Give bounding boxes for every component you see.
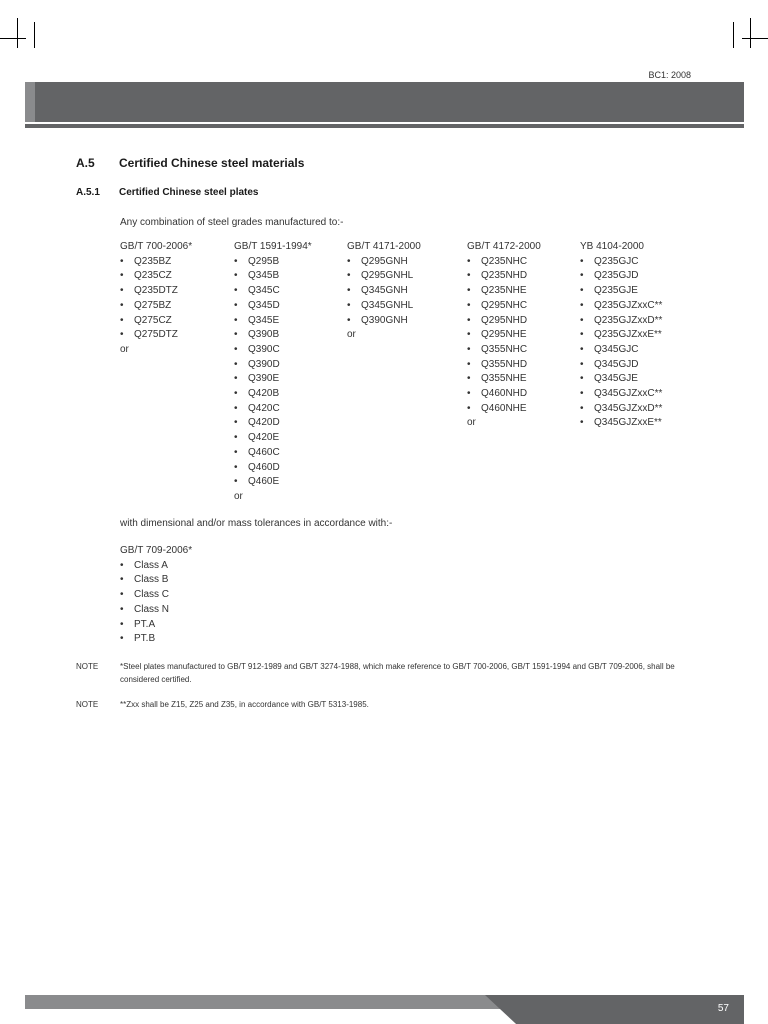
grade-item: [467, 387, 541, 402]
tolerance-label: PT.A: [134, 618, 156, 630]
grade-item: [467, 372, 541, 387]
grade-label: Q275DTZ: [134, 329, 178, 341]
grade-label: Q275CZ: [134, 314, 172, 326]
grade-label: Q460C: [248, 446, 280, 458]
grade-item: [234, 402, 312, 417]
grade-item: [467, 314, 541, 329]
bullet: •: [347, 285, 351, 297]
bullet: •: [347, 255, 351, 267]
grade-item: [234, 461, 312, 476]
bullet: •: [467, 299, 471, 311]
page-number: 57: [717, 1003, 729, 1014]
bullet: •: [467, 373, 471, 385]
bullet: •: [467, 402, 471, 414]
grade-column: [120, 240, 192, 358]
tolerance-item: [120, 573, 192, 588]
grade-list: [120, 255, 192, 343]
bullet: •: [120, 574, 124, 586]
grade-item: [234, 269, 312, 284]
grade-label: Q235NHC: [481, 255, 528, 267]
bullet: •: [234, 270, 238, 282]
grade-list: [347, 255, 421, 329]
grade-column: [347, 240, 421, 343]
grade-item: [347, 255, 421, 270]
standard-header: GB/T 4171-2000: [347, 241, 421, 252]
crop-mark: [742, 38, 768, 39]
grade-item: [580, 343, 662, 358]
tolerance-item: [120, 603, 192, 618]
grade-label: Q420E: [248, 432, 280, 444]
bullet: •: [580, 358, 584, 370]
bullet: •: [467, 329, 471, 341]
standard-header: YB 4104-2000: [580, 241, 644, 252]
grade-item: [467, 358, 541, 373]
grade-label: Q295B: [248, 255, 280, 267]
bullet: •: [120, 285, 124, 297]
grade-list: [467, 255, 541, 417]
crop-mark: [0, 38, 26, 39]
bullet: •: [234, 373, 238, 385]
grade-item: [580, 299, 662, 314]
bullet: •: [467, 314, 471, 326]
bullet: •: [120, 314, 124, 326]
standard-header: GB/T 700-2006*: [120, 241, 193, 252]
grade-item: [347, 314, 421, 329]
grade-label: Q460E: [248, 476, 280, 488]
grade-item: [580, 269, 662, 284]
bullet: •: [120, 270, 124, 282]
grade-item: [120, 299, 192, 314]
bullet: •: [347, 314, 351, 326]
grade-item: [580, 328, 662, 343]
bullet: •: [467, 388, 471, 400]
grade-label: Q235GJD: [594, 270, 639, 282]
grade-label: Q235BZ: [134, 255, 172, 267]
grade-label: Q345GJC: [594, 343, 639, 355]
note-text: *Steel plates manufactured to GB/T 912-1989 and GB/T 3274-1988, which make reference to GB/T 700-2006, GB/T 1591-1994 and GB/T 709-2006, shall be considered certified.: [120, 662, 675, 684]
bullet: •: [234, 402, 238, 414]
bullet: •: [234, 343, 238, 355]
grade-item: [234, 416, 312, 431]
grade-label: Q355NHC: [481, 343, 528, 355]
grade-column: [234, 240, 312, 505]
crop-mark: [17, 18, 18, 48]
bullet: •: [467, 270, 471, 282]
grade-item: [234, 328, 312, 343]
grade-label: Q460NHD: [481, 388, 528, 400]
bullet: •: [347, 270, 351, 282]
grade-item: [120, 314, 192, 329]
tolerance-intro: with dimensional and/or mass tolerances in accordance with:-: [120, 518, 393, 529]
grade-item: [234, 299, 312, 314]
crop-mark: [733, 22, 734, 48]
or-connector: or: [234, 490, 243, 502]
bullet: •: [120, 603, 124, 615]
grade-label: Q235GJC: [594, 255, 639, 267]
bullet: •: [467, 358, 471, 370]
grade-item: [234, 314, 312, 329]
grade-label: Q275BZ: [134, 299, 172, 311]
tolerance-label: PT.B: [134, 633, 156, 645]
grade-item: [120, 255, 192, 270]
grade-list: [580, 255, 662, 431]
bullet: •: [234, 417, 238, 429]
grade-item: [234, 343, 312, 358]
bullet: •: [580, 314, 584, 326]
grade-item: [467, 328, 541, 343]
grade-column: [467, 240, 541, 431]
grade-item: [580, 358, 662, 373]
grade-item: [580, 387, 662, 402]
grade-item: [467, 402, 541, 417]
grade-item: [120, 328, 192, 343]
bullet: •: [580, 285, 584, 297]
tolerance-label: Class A: [134, 559, 168, 571]
bullet: •: [234, 432, 238, 444]
grade-label: Q390B: [248, 329, 280, 341]
bullet: •: [580, 299, 584, 311]
grade-item: [234, 431, 312, 446]
header-band-accent: [25, 82, 35, 122]
grade-label: Q420D: [248, 417, 280, 429]
bullet: •: [580, 388, 584, 400]
grade-item: [234, 446, 312, 461]
standard-header: GB/T 1591-1994*: [234, 241, 312, 252]
bullet: •: [234, 358, 238, 370]
bullet: •: [580, 255, 584, 267]
grade-label: Q345E: [248, 314, 280, 326]
document-reference: BC1: 2008: [648, 70, 691, 80]
note-2: [76, 699, 696, 713]
grade-item: [467, 269, 541, 284]
grade-item: [120, 284, 192, 299]
grade-item: [234, 475, 312, 490]
grade-label: Q390D: [248, 358, 280, 370]
tolerance-label: Class C: [134, 589, 170, 601]
grade-item: [467, 255, 541, 270]
or-connector: or: [347, 329, 356, 341]
note-label: NOTE: [76, 700, 99, 709]
bullet: •: [467, 343, 471, 355]
grade-label: Q235NHE: [481, 285, 527, 297]
grade-label: Q235CZ: [134, 270, 172, 282]
grade-label: Q295GNHL: [361, 270, 414, 282]
grade-label: Q345GJZxxE**: [594, 417, 662, 429]
grade-item: [347, 269, 421, 284]
grade-label: Q345C: [248, 285, 280, 297]
grade-label: Q345D: [248, 299, 280, 311]
grade-item: [234, 284, 312, 299]
grade-label: Q390GNH: [361, 314, 408, 326]
section-number: A.5: [76, 156, 95, 170]
footer-band: [25, 995, 744, 1024]
bullet: •: [234, 461, 238, 473]
bullet: •: [234, 388, 238, 400]
grade-item: [234, 372, 312, 387]
grade-item: [580, 402, 662, 417]
bullet: •: [120, 618, 124, 630]
note-label: NOTE: [76, 662, 99, 671]
grade-item: [347, 284, 421, 299]
grade-item: [580, 416, 662, 431]
bullet: •: [234, 329, 238, 341]
grade-label: Q345GNHL: [361, 299, 414, 311]
note-1: [76, 661, 696, 687]
grade-item: [580, 255, 662, 270]
note-text: **Zxx shall be Z15, Z25 and Z35, in accordance with GB/T 5313-1985.: [120, 700, 369, 709]
tolerance-item: [120, 618, 192, 633]
bullet: •: [580, 270, 584, 282]
grade-label: Q235GJZxxD**: [594, 314, 663, 326]
grade-label: Q460D: [248, 461, 280, 473]
grade-item: [120, 269, 192, 284]
tolerance-items: [120, 559, 192, 647]
grade-item: [234, 358, 312, 373]
subsection-number: A.5.1: [76, 187, 100, 198]
grade-label: Q345GJZxxC**: [594, 388, 663, 400]
grade-label: Q355NHD: [481, 358, 528, 370]
grade-label: Q390C: [248, 343, 280, 355]
grade-label: Q345GJD: [594, 358, 639, 370]
grade-label: Q235DTZ: [134, 285, 178, 297]
subsection-heading: [76, 187, 259, 198]
grade-item: [347, 299, 421, 314]
bullet: •: [120, 559, 124, 571]
header-band: [25, 82, 744, 122]
tolerance-label: Class N: [134, 603, 170, 615]
grade-item: [467, 284, 541, 299]
bullet: •: [234, 446, 238, 458]
intro-paragraph: Any combination of steel grades manufactured to:-: [120, 217, 344, 228]
grade-item: [580, 314, 662, 329]
grade-label: Q295NHC: [481, 299, 528, 311]
section-title: Certified Chinese steel materials: [119, 156, 305, 170]
bullet: •: [580, 373, 584, 385]
grade-label: Q345GNH: [361, 285, 408, 297]
grade-label: Q295GNH: [361, 255, 408, 267]
bullet: •: [120, 589, 124, 601]
bullet: •: [234, 314, 238, 326]
grade-label: Q235GJZxxE**: [594, 329, 662, 341]
bullet: •: [580, 402, 584, 414]
tolerance-label: Class B: [134, 574, 169, 586]
bullet: •: [580, 417, 584, 429]
tolerance-item: [120, 632, 192, 647]
or-connector: or: [467, 417, 476, 429]
or-connector: or: [120, 343, 129, 355]
grade-label: Q420B: [248, 388, 280, 400]
standard-header: GB/T 4172-2000: [467, 241, 541, 252]
bullet: •: [580, 329, 584, 341]
bullet: •: [580, 343, 584, 355]
grade-item: [580, 284, 662, 299]
grade-label: Q390E: [248, 373, 280, 385]
grade-label: Q420C: [248, 402, 280, 414]
subsection-title: Certified Chinese steel plates: [119, 187, 259, 198]
tolerance-header: GB/T 709-2006*: [120, 545, 193, 556]
bullet: •: [467, 285, 471, 297]
grade-item: [467, 343, 541, 358]
bullet: •: [234, 476, 238, 488]
section-heading: [76, 156, 304, 170]
grade-list: [234, 255, 312, 490]
bullet: •: [120, 255, 124, 267]
tolerance-item: [120, 588, 192, 603]
bullet: •: [120, 633, 124, 645]
bullet: •: [120, 299, 124, 311]
grade-label: Q345GJZxxD**: [594, 402, 663, 414]
grade-label: Q235GJE: [594, 285, 638, 297]
header-rule: [25, 124, 744, 128]
grade-column: [580, 240, 662, 431]
tolerance-item: [120, 559, 192, 574]
grade-label: Q295NHE: [481, 329, 527, 341]
tolerance-list: [120, 544, 192, 647]
bullet: •: [234, 299, 238, 311]
grade-label: Q345B: [248, 270, 280, 282]
grade-label: Q235GJZxxC**: [594, 299, 663, 311]
grade-item: [234, 387, 312, 402]
bullet: •: [234, 255, 238, 267]
grade-label: Q235NHD: [481, 270, 528, 282]
grade-item: [467, 299, 541, 314]
grade-item: [580, 372, 662, 387]
grade-label: Q460NHE: [481, 402, 527, 414]
crop-mark: [34, 22, 35, 48]
grade-label: Q345GJE: [594, 373, 638, 385]
grade-label: Q295NHD: [481, 314, 528, 326]
grade-label: Q355NHE: [481, 373, 527, 385]
crop-mark: [750, 18, 751, 48]
bullet: •: [120, 329, 124, 341]
grade-item: [234, 255, 312, 270]
bullet: •: [347, 299, 351, 311]
bullet: •: [234, 285, 238, 297]
bullet: •: [467, 255, 471, 267]
